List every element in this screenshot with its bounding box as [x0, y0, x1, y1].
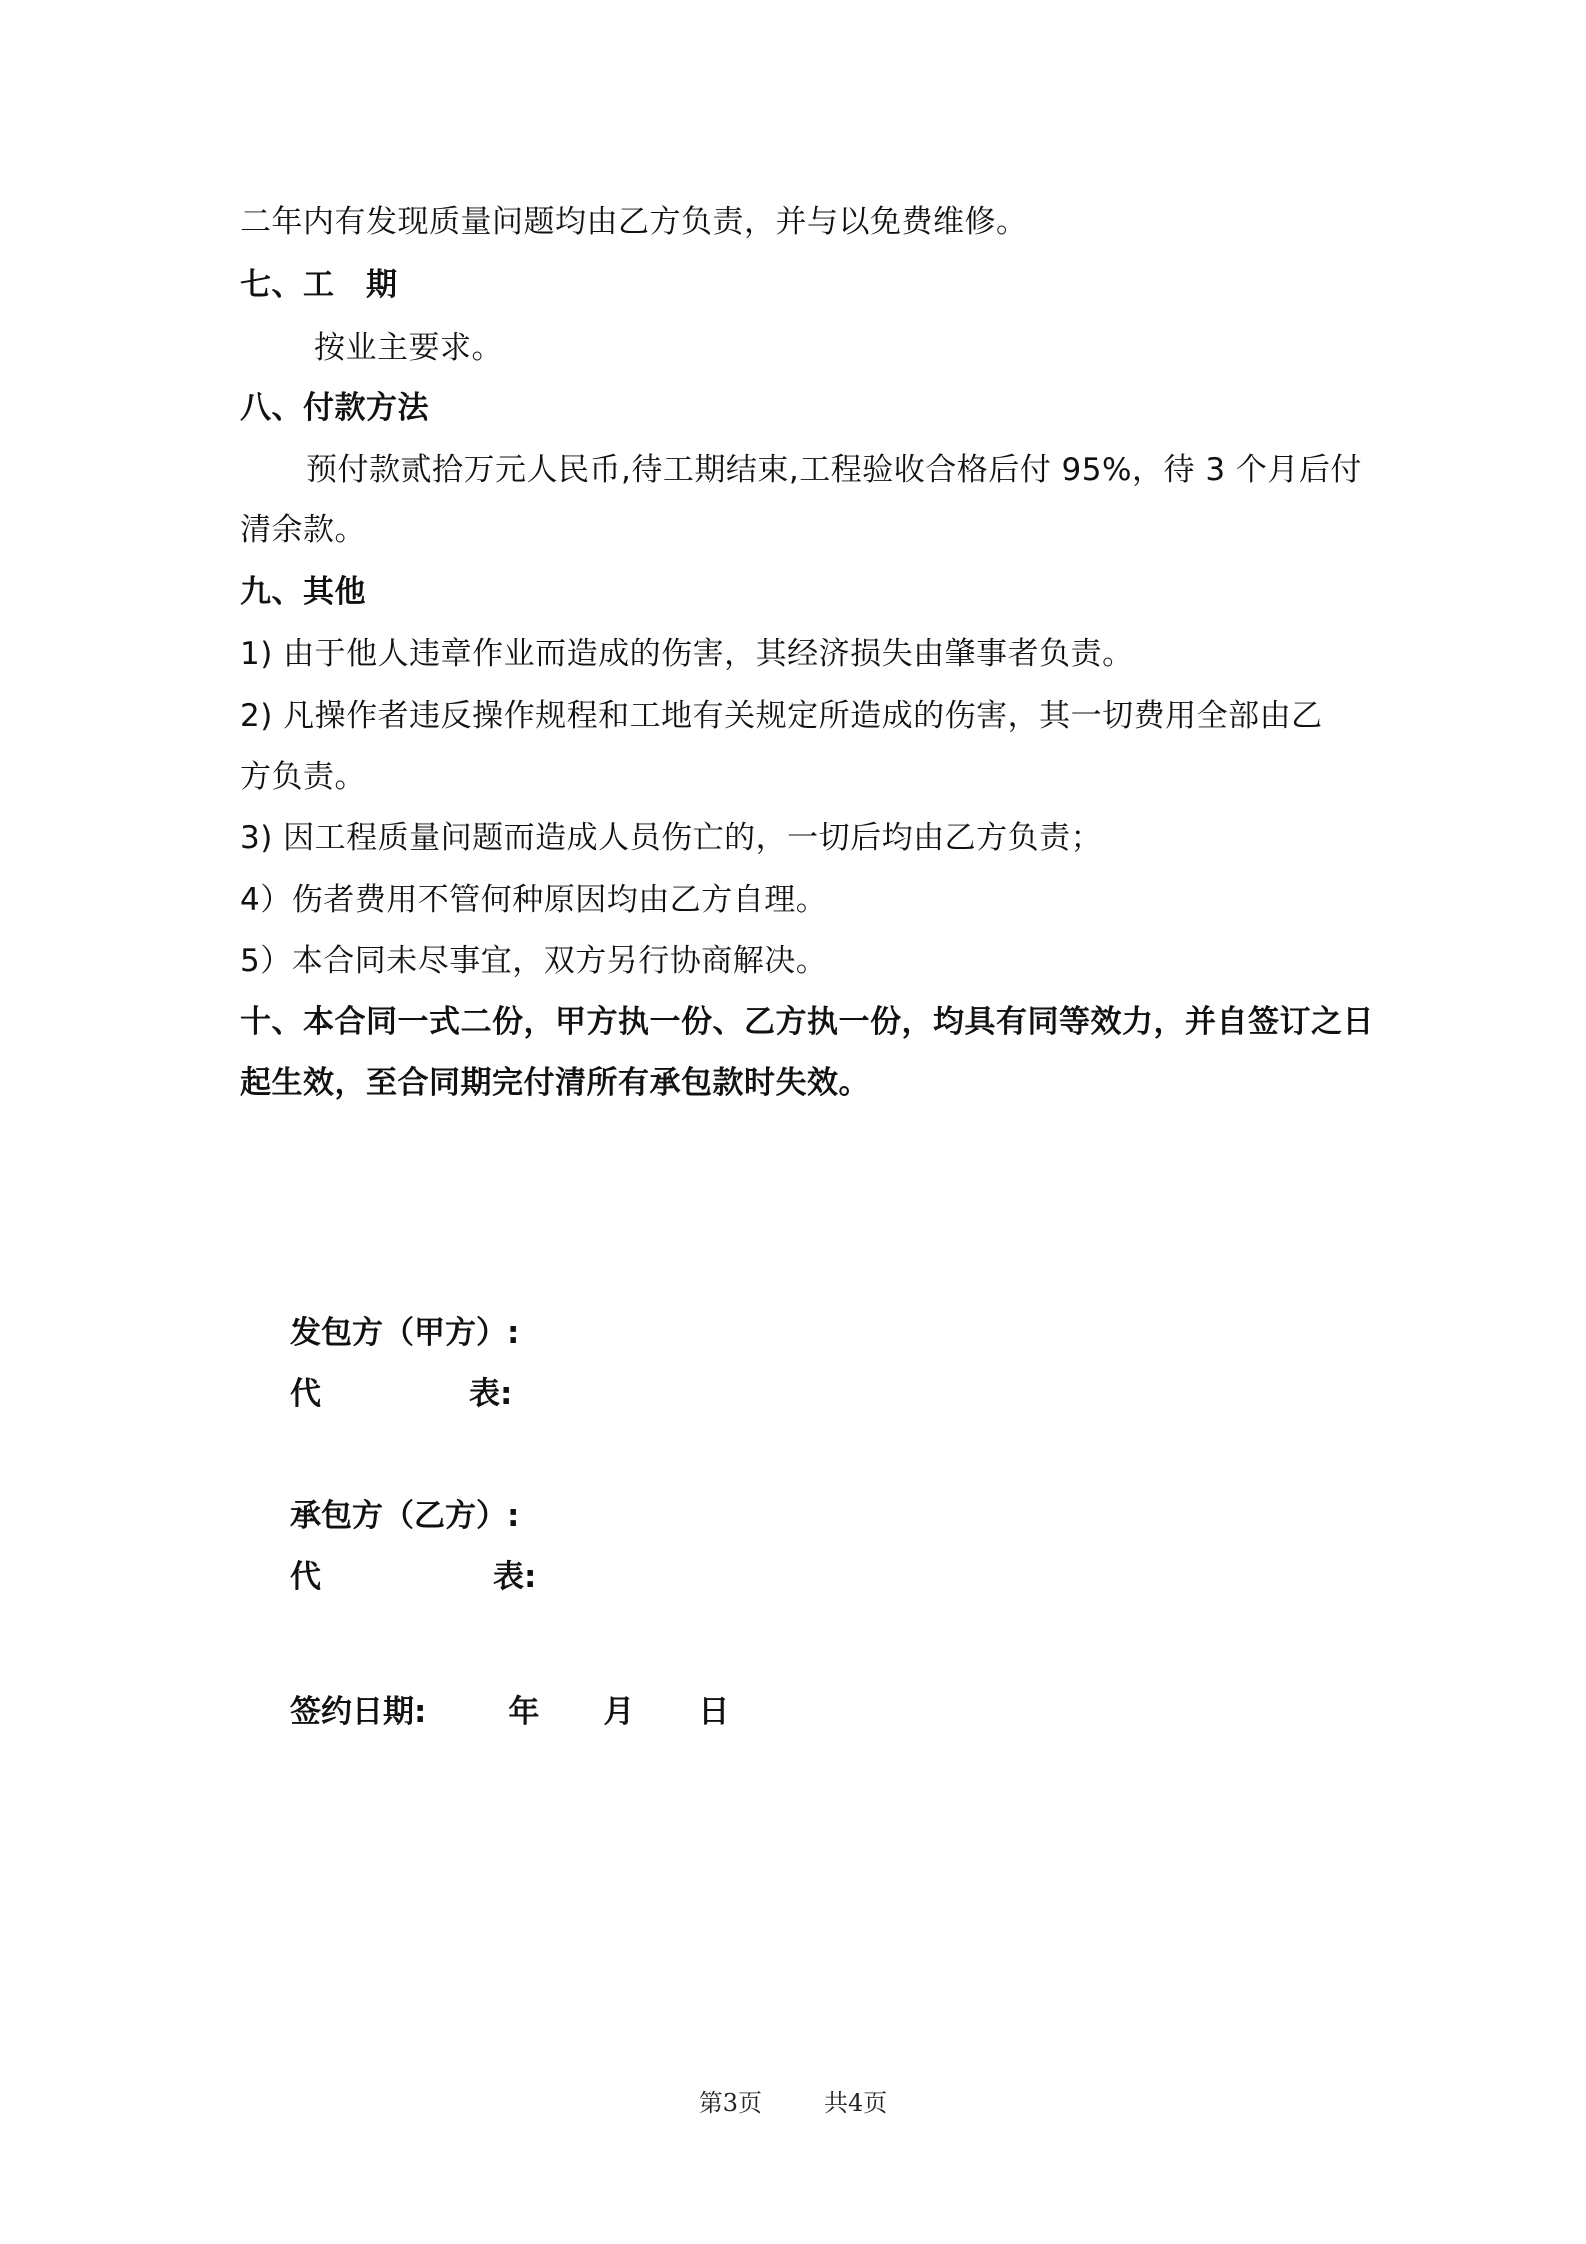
page-number-total: 共4页 [824, 2089, 888, 2117]
signing-date-month: 月 [603, 1694, 635, 1730]
section-heading-copies-line2: 起生效，至合同期完付清所有承包款时失效。 [240, 1065, 870, 1101]
other-item-5: 5）本合同未尽事宜，双方另行协商解决。 [240, 943, 828, 979]
party-a-rep-char2: 表: [469, 1376, 513, 1412]
page-footer [0, 2087, 1586, 2119]
section-heading-copies-line1: 十、本合同一式二份，甲方执一份、乙方执一份，均具有同等效力，并自签订之日 [240, 1004, 1374, 1040]
section-heading-schedule: 七、工 期 [240, 267, 398, 303]
party-a-label: 发包方（甲方）: [290, 1315, 520, 1351]
party-b-label: 承包方（乙方）: [290, 1498, 520, 1534]
party-b-rep-char2: 表: [493, 1559, 537, 1595]
other-item-1: 1) 由于他人违章作业而造成的伤害，其经济损失由肇事者负责。 [240, 636, 1134, 672]
signing-date-year: 年 [508, 1694, 540, 1730]
signing-date-day: 日 [698, 1694, 730, 1730]
section-text-schedule: 按业主要求。 [314, 330, 503, 366]
body-line-quality-warranty: 二年内有发现质量问题均由乙方负责，并与以免费维修。 [240, 204, 1028, 240]
section-heading-payment: 八、付款方法 [240, 390, 429, 426]
other-item-4: 4）伤者费用不管何种原因均由乙方自理。 [240, 882, 828, 918]
other-item-2-line2: 方负责。 [240, 759, 366, 795]
page-number-current: 第3页 [698, 2089, 762, 2117]
section-heading-other: 九、其他 [240, 574, 366, 610]
party-a-rep-char1: 代 [290, 1376, 321, 1412]
other-item-2-line1: 2) 凡操作者违反操作规程和工地有关规定所造成的伤害，其一切费用全部由乙 [240, 698, 1323, 734]
section-text-payment-line2: 清余款。 [240, 512, 366, 548]
signing-date [290, 1692, 729, 1732]
other-item-3: 3) 因工程质量问题而造成人员伤亡的，一切后均由乙方负责； [240, 820, 1103, 856]
party-a-representative [290, 1374, 512, 1414]
party-b-representative [290, 1557, 536, 1597]
section-text-payment-line1: 预付款贰拾万元人民币,待工期结束,工程验收合格后付 95%，待 3 个月后付 [306, 452, 1362, 488]
party-b-rep-char1: 代 [290, 1559, 321, 1595]
signing-date-label: 签约日期: [290, 1694, 427, 1730]
